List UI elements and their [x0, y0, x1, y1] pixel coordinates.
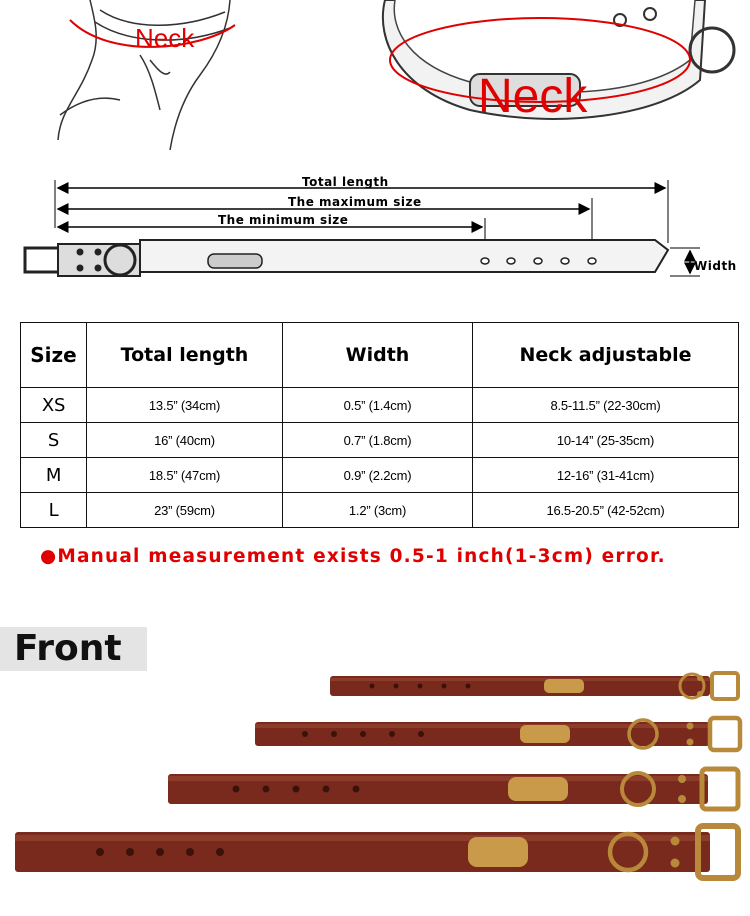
table-header-row — [21, 323, 739, 388]
neck-measure-illustration — [0, 0, 750, 165]
cell-width: 0.7” (1.8cm) — [283, 423, 473, 458]
cell-size: XS — [21, 388, 87, 423]
cell-neck: 10-14” (25-35cm) — [473, 423, 739, 458]
collar-s — [255, 718, 740, 750]
min-size-label: The minimum size — [218, 213, 349, 227]
cell-total-length: 18.5” (47cm) — [87, 458, 283, 493]
header-width: Width — [283, 323, 473, 388]
header-neck-adjustable: Neck adjustable — [473, 323, 739, 388]
cell-neck: 12-16” (31-41cm) — [473, 458, 739, 493]
size-table — [20, 322, 739, 528]
width-label: Width — [694, 259, 737, 273]
cell-total-length: 16” (40cm) — [87, 423, 283, 458]
max-size-label: The maximum size — [288, 195, 422, 209]
cell-width: 0.5” (1.4cm) — [283, 388, 473, 423]
measurement-note: ●Manual measurement exists 0.5-1 inch(1-3cm) error. — [40, 546, 666, 567]
cell-width: 0.9” (2.2cm) — [283, 458, 473, 493]
header-size: Size — [21, 323, 87, 388]
collar-strap-sketch — [25, 240, 668, 276]
cell-total-length: 23” (59cm) — [87, 493, 283, 528]
section-title: Front — [14, 628, 122, 669]
collar-xs — [330, 673, 738, 699]
table-row — [21, 493, 739, 528]
collar-m — [168, 769, 738, 809]
collar-photos — [0, 665, 750, 916]
cell-width: 1.2” (3cm) — [283, 493, 473, 528]
collar-l — [15, 826, 738, 878]
cell-size: L — [21, 493, 87, 528]
cell-neck: 8.5-11.5” (22-30cm) — [473, 388, 739, 423]
neck-label-left: Neck — [135, 23, 195, 53]
cell-neck: 16.5-20.5” (42-52cm) — [473, 493, 739, 528]
cell-total-length: 13.5” (34cm) — [87, 388, 283, 423]
total-length-label: Total length — [302, 175, 389, 189]
table-row — [21, 388, 739, 423]
header-total-length: Total length — [87, 323, 283, 388]
cell-size: M — [21, 458, 87, 493]
measurement-diagram — [0, 168, 750, 298]
table-row — [21, 458, 739, 493]
cell-size: S — [21, 423, 87, 458]
neck-label-right: Neck — [478, 70, 588, 123]
table-row — [21, 423, 739, 458]
